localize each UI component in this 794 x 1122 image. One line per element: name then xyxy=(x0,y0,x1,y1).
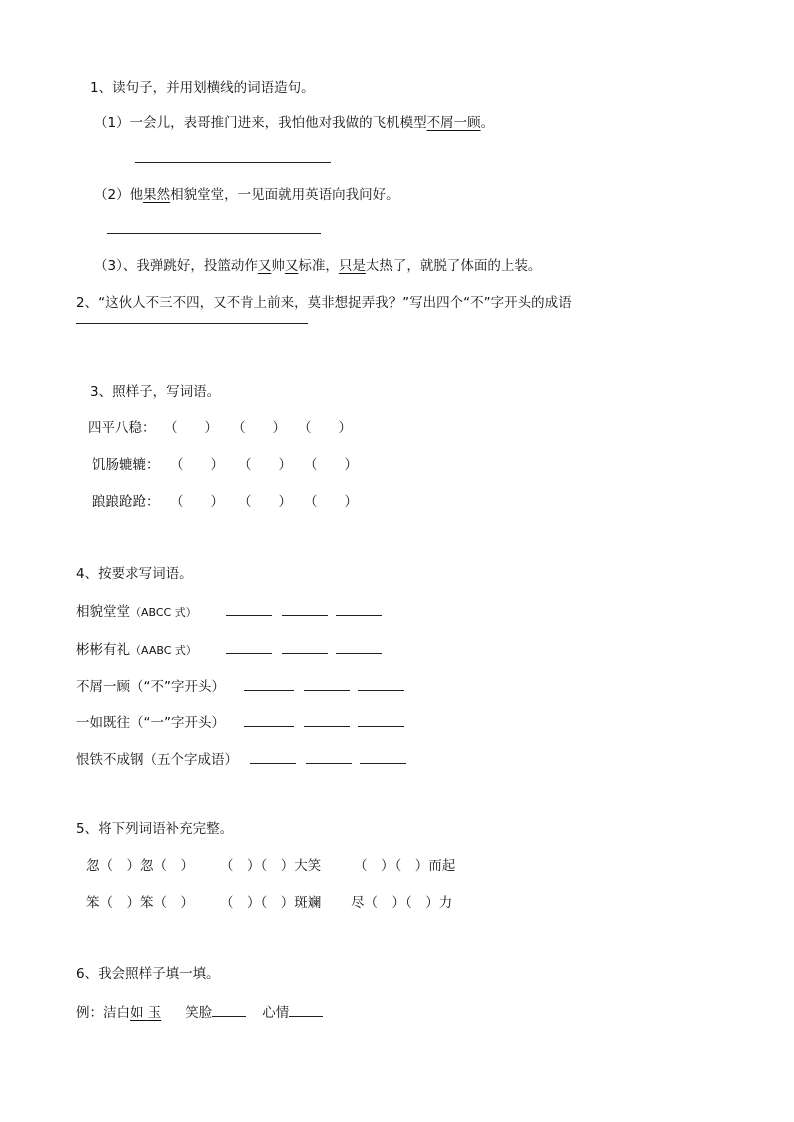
q6-title: 6、我会照样子填一填。 xyxy=(76,966,220,982)
q3-title: 3、照样子，写词语。 xyxy=(90,384,221,400)
q2-answer-line[interactable] xyxy=(76,323,308,324)
q1-answer-line-1[interactable] xyxy=(135,162,331,163)
q1-s1-text: （1）一会儿，表哥推门进来，我怕他对我做的飞机模型 xyxy=(94,115,427,131)
q4-row-2 xyxy=(76,639,382,660)
q5-item[interactable]: （ ）（ ）而起 xyxy=(354,858,456,874)
q5-item[interactable]: 尽（ ）（ ）力 xyxy=(351,895,453,911)
q4-row-label: 恨铁不成钢（五个字成语） xyxy=(76,752,238,768)
q4-row-label: 彬彬有礼 xyxy=(76,642,130,658)
q1-answer-line-2[interactable] xyxy=(107,233,321,234)
q4-row-note: （ABCC 式） xyxy=(130,606,197,619)
q1-s3-text: （3）、我弹跳好，投篮动作 xyxy=(94,258,258,274)
q4-blank[interactable] xyxy=(226,639,272,654)
q1-s2-text: （2）他 xyxy=(94,187,144,203)
q6-blank[interactable] xyxy=(212,1002,246,1017)
q3-row-label: 饥肠辘辘： xyxy=(92,457,160,473)
q4-blank[interactable] xyxy=(336,639,382,654)
q3-slot[interactable]: （ ） xyxy=(298,420,352,436)
q3-row-label: 四平八稳： xyxy=(88,420,156,436)
q4-title: 4、按要求写词语。 xyxy=(76,566,193,582)
q4-blank[interactable] xyxy=(244,712,294,727)
q1-s3-mid-1: 帅 xyxy=(271,258,285,274)
q5-item[interactable]: （ ）（ ）大笑 xyxy=(220,858,322,874)
q4-row-label: 不屑一顾（“不”字开头） xyxy=(76,679,225,695)
q6-item-1: 笑脸 xyxy=(185,1005,213,1021)
q2-title: 2、“这伙人不三不四，又不肯上前来，莫非想捉弄我？”写出四个“不”字开头的成语 xyxy=(76,295,572,311)
q1-s3-mid-2: 标准， xyxy=(298,258,339,274)
q4-blank[interactable] xyxy=(336,601,382,616)
q5-item[interactable]: 忽（ ）忽（ ） xyxy=(86,858,194,874)
q4-blank[interactable] xyxy=(244,676,294,691)
q3-slot[interactable]: （ ） xyxy=(238,457,292,473)
q4-blank[interactable] xyxy=(304,712,350,727)
q6-example-row xyxy=(76,1002,323,1022)
q1-sentence-2 xyxy=(94,186,400,204)
q3-row-1 xyxy=(88,419,352,437)
q4-blank[interactable] xyxy=(282,601,328,616)
q1-s3-underlined-1: 又 xyxy=(257,258,272,274)
q1-sentence-1 xyxy=(94,114,494,132)
q3-row-2 xyxy=(92,456,358,474)
q1-title: 1、读句子，并用划横线的词语造句。 xyxy=(90,80,315,96)
q4-row-3 xyxy=(76,676,404,696)
q1-s3-underlined-3: 只是 xyxy=(338,258,366,274)
q5-row-2 xyxy=(86,894,452,912)
q1-s2-end: 相貌堂堂，一见面就用英语向我问好。 xyxy=(170,187,400,203)
q4-blank[interactable] xyxy=(250,749,296,764)
q5-row-1 xyxy=(86,857,455,875)
q4-blank[interactable] xyxy=(306,749,352,764)
q3-slot[interactable]: （ ） xyxy=(232,420,286,436)
q1-s3-underlined-2: 又 xyxy=(284,258,299,274)
q1-s1-underlined: 不屑一顾 xyxy=(426,115,481,131)
q1-s2-underlined: 果然 xyxy=(143,187,171,203)
q4-row-label: 相貌堂堂 xyxy=(76,604,130,620)
q3-slot[interactable]: （ ） xyxy=(304,457,358,473)
q4-row-label: 一如既往（“一”字开头） xyxy=(76,715,225,731)
q4-blank[interactable] xyxy=(360,749,406,764)
q4-row-note: （AABC 式） xyxy=(130,644,197,657)
q3-slot[interactable]: （ ） xyxy=(164,420,218,436)
q5-title: 5、将下列词语补充完整。 xyxy=(76,821,234,837)
q3-slot[interactable]: （ ） xyxy=(170,457,224,473)
q5-item[interactable]: 笨（ ）笨（ ） xyxy=(86,895,194,911)
q4-blank[interactable] xyxy=(358,712,404,727)
q3-row-label: 踉踉跄跄： xyxy=(92,494,160,510)
q3-slot[interactable]: （ ） xyxy=(238,494,292,510)
q3-row-3 xyxy=(92,493,358,511)
q4-blank[interactable] xyxy=(226,601,272,616)
q4-blank[interactable] xyxy=(358,676,404,691)
q4-row-4 xyxy=(76,712,404,732)
q6-example-underlined-2: 玉 xyxy=(147,1005,162,1021)
q4-row-5 xyxy=(76,749,406,769)
q5-item[interactable]: （ ）（ ）斑斓 xyxy=(220,895,322,911)
q6-example-underlined-1: 如 xyxy=(130,1005,144,1021)
q4-blank[interactable] xyxy=(282,639,328,654)
q1-s3-end: 太热了，就脱了体面的上装。 xyxy=(365,258,542,274)
q6-blank[interactable] xyxy=(289,1002,323,1017)
q3-slot[interactable]: （ ） xyxy=(170,494,224,510)
q4-row-1 xyxy=(76,601,382,622)
q1-sentence-3 xyxy=(94,257,541,275)
q1-s1-end: 。 xyxy=(480,115,495,131)
q6-item-2: 心情 xyxy=(262,1005,290,1021)
q6-example-label: 例：洁白 xyxy=(76,1005,130,1021)
q4-blank[interactable] xyxy=(304,676,350,691)
q3-slot[interactable]: （ ） xyxy=(304,494,358,510)
